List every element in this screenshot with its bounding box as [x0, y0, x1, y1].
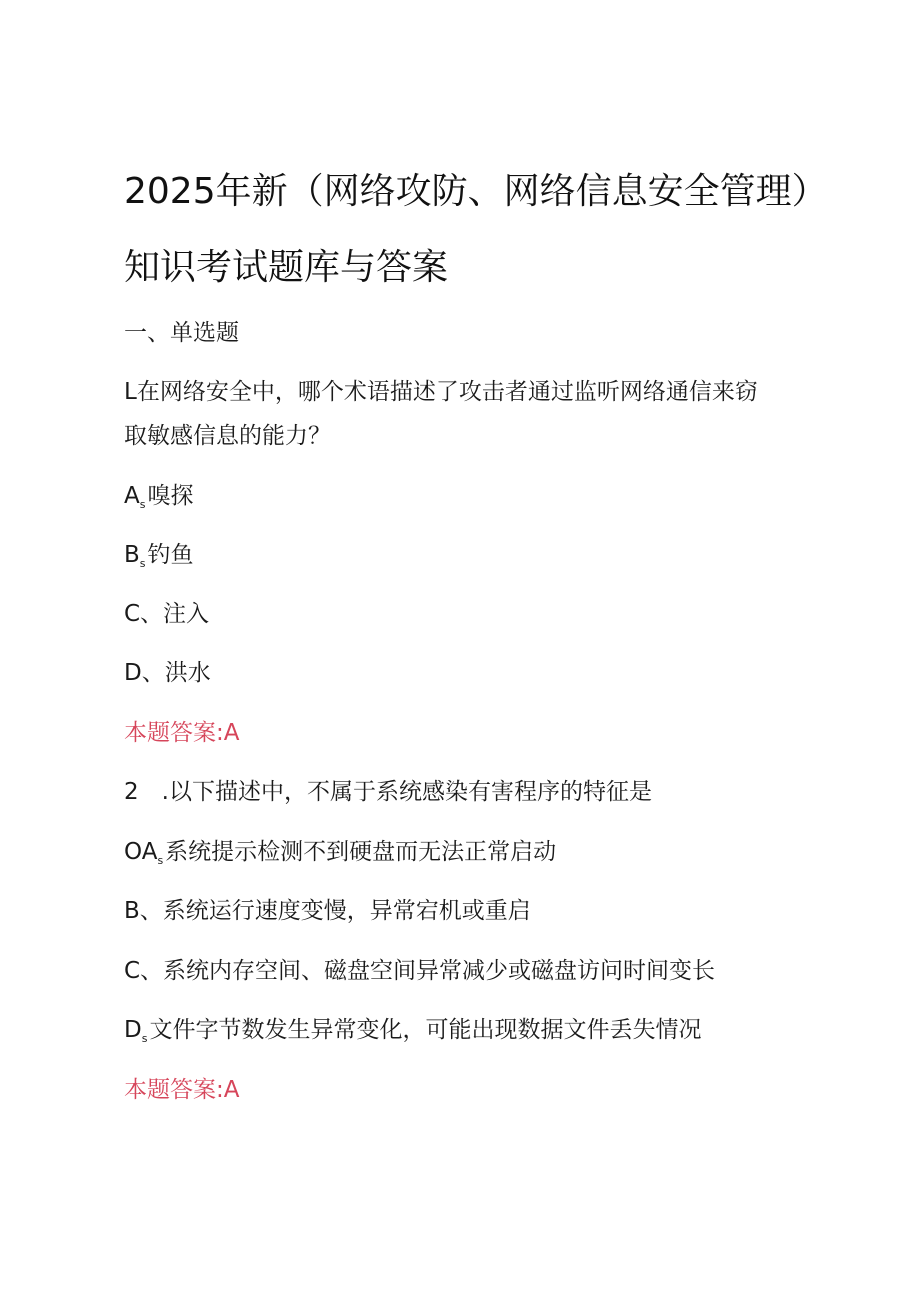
option-text: 钓鱼 — [147, 542, 194, 568]
section-heading: 一、单选题 — [124, 320, 239, 346]
question-1-option-c: C、注入 — [124, 601, 210, 627]
option-mark: s — [141, 1032, 148, 1045]
question-2-stem: 2 .以下描述中，不属于系统感染有害程序的特征是 — [124, 779, 652, 805]
option-letter: OA — [124, 839, 158, 865]
question-1-option-a — [124, 481, 193, 520]
question-2-answer: 本题答案:A — [124, 1077, 240, 1103]
document-title-line-2: 知识考试题库与答案 — [124, 247, 449, 288]
question-2-option-b: B、系统运行速度变慢，异常宕机或重启 — [124, 898, 531, 924]
option-letter: A — [124, 483, 140, 509]
question-1-option-d: D、洪水 — [124, 660, 211, 686]
question-2-option-c: C、系统内存空间、磁盘空间异常减少或磁盘访问时间变长 — [124, 958, 716, 984]
question-1-answer: 本题答案:A — [124, 720, 240, 746]
option-mark: s — [139, 498, 146, 511]
question-2-option-a — [124, 837, 556, 876]
question-1-stem-line-2: 取敏感信息的能力？ — [124, 423, 331, 449]
question-1-option-b — [124, 540, 194, 579]
option-text: 嗅探 — [147, 483, 194, 509]
option-mark: s — [157, 854, 164, 867]
option-text: 系统提示检测不到硬盘而无法正常启动 — [165, 839, 557, 865]
option-letter: B — [124, 542, 140, 568]
option-mark: s — [139, 557, 146, 570]
question-1-stem-line-1: L在网络安全中，哪个术语描述了攻击者通过监听网络通信来窃 — [124, 379, 758, 405]
question-2-option-d — [124, 1015, 701, 1054]
option-text: 文件字节数发生异常变化，可能出现数据文件丢失情况 — [149, 1017, 702, 1043]
document-title-line-1: 2025年新（网络攻防、网络信息安全管理） — [124, 171, 828, 212]
option-letter: D — [124, 1017, 142, 1043]
